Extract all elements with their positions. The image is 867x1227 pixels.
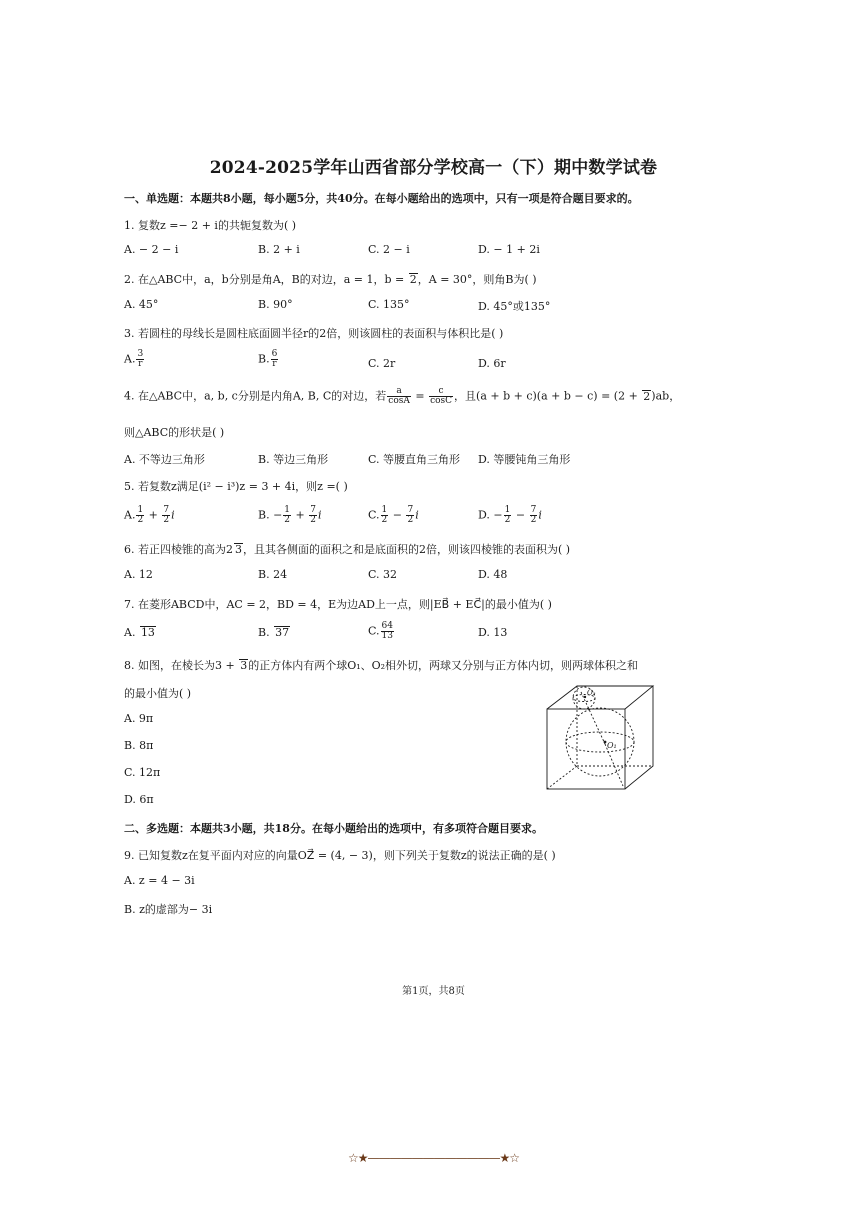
question-4-option-a: A. 不等边三角形 <box>124 453 205 466</box>
question-8-stem-line-2: 的最小值为( ) <box>124 687 192 700</box>
question-6-option-b: B. 24 <box>258 568 288 581</box>
option-label: A. <box>124 508 136 522</box>
sqrt-expression: 3 <box>235 543 242 556</box>
question-2-option-a: A. 45° <box>124 298 159 311</box>
question-8-stem <box>124 657 638 673</box>
numerator: 1 <box>381 505 388 515</box>
page-footer: 第1页，共8页 <box>402 986 465 997</box>
option-label: C. <box>368 508 380 522</box>
imaginary-unit: i <box>415 508 419 522</box>
fraction <box>381 506 389 525</box>
label-o2: O₂ <box>587 689 596 697</box>
fraction <box>504 506 512 525</box>
question-2-option-b: B. 90° <box>258 298 293 311</box>
imaginary-unit: i <box>538 508 542 522</box>
question-5-option-b <box>258 506 322 525</box>
numerator: 7 <box>310 505 316 515</box>
question-1-stem: 1. 复数z =− 2 + i的共轭复数为( ) <box>124 219 297 232</box>
numerator: c <box>429 387 453 397</box>
equals-sign: = <box>411 389 429 403</box>
question-2-option-d: D. 45°或135° <box>478 300 551 313</box>
question-3-stem: 3. 若圆柱的母线长是圆柱底面圆半径r的2倍，则该圆柱的表面积与体积比是( ) <box>124 327 504 340</box>
question-5-stem: 5. 若复数z满足(i² − i³)z = 3 + 4i，则z =( ) <box>124 480 348 493</box>
question-4-stem-mid: ，且(a + b + c)(a + b − c) = (2 + <box>454 389 642 403</box>
numerator: 3 <box>137 349 144 359</box>
question-6-stem <box>124 541 570 557</box>
numerator: 64 <box>381 621 393 631</box>
operator: − <box>389 508 406 522</box>
question-5-option-d <box>478 506 542 525</box>
fraction <box>387 387 411 406</box>
sqrt-expression: 3 <box>240 659 248 672</box>
question-5-option-c <box>368 506 419 525</box>
fraction <box>283 506 291 525</box>
denominator: r <box>272 359 277 369</box>
denominator: 2 <box>284 515 291 525</box>
question-2-stem-pre: 2. 在△ABC中，a，b分别是角A，B的对边，a = 1，b = <box>124 273 408 286</box>
question-8-option-a: A. 9π <box>124 712 154 725</box>
question-8-option-b: B. 8π <box>124 739 154 752</box>
question-4-stem-post: )ab， <box>651 389 681 403</box>
denominator: r <box>138 359 143 369</box>
cube-with-spheres-figure <box>545 684 657 792</box>
fraction <box>309 506 317 525</box>
fraction <box>162 506 170 525</box>
denominator: 13 <box>381 631 393 641</box>
large-sphere <box>566 708 634 776</box>
question-7-option-b <box>258 626 290 639</box>
option-label: C. <box>368 624 380 638</box>
denominator: cosC <box>430 396 453 406</box>
question-7-option-c <box>368 622 395 641</box>
option-label: A. <box>124 626 139 639</box>
numerator: a <box>387 387 411 397</box>
denominator: 2 <box>163 515 170 525</box>
question-2-option-c: C. 135° <box>368 298 410 311</box>
numerator: 7 <box>407 505 414 515</box>
question-3-option-c: C. 2r <box>368 357 396 370</box>
question-6-option-c: C. 32 <box>368 568 398 581</box>
question-8-option-c: C. 12π <box>124 766 161 779</box>
cube-top-face <box>547 686 653 709</box>
sqrt-expression: 2 <box>409 273 417 286</box>
question-8-stem-post: 的正方体内有两个球O₁、O₂相外切，两球又分别与正方体内切，则两球体积之和 <box>248 659 639 672</box>
decorative-star-line: ☆★————————————★☆ <box>347 1151 520 1165</box>
question-9-option-b: B. z的虚部为− 3i <box>124 903 213 916</box>
section-heading-single-choice: 一、单选题：本题共8小题，每小题5分，共40分。在每小题给出的选项中，只有一项是符合题目要求的。 <box>124 192 639 205</box>
question-9-option-a: A. z = 4 − 3i <box>124 874 195 887</box>
numerator: 1 <box>504 505 511 515</box>
question-1-option-d: D. − 1 + 2i <box>478 243 540 256</box>
question-7-stem: 7. 在菱形ABCD中，AC = 2，BD = 4，E为边AD上一点，则|EB⃗ + EC⃗|的最小值为( ) <box>124 598 552 611</box>
fraction <box>429 387 453 406</box>
imaginary-unit: i <box>171 508 175 522</box>
option-label: A. <box>124 352 136 366</box>
fraction <box>136 506 144 525</box>
sqrt-expression: 13 <box>140 626 155 639</box>
question-6-option-a: A. 12 <box>124 568 153 581</box>
denominator: 2 <box>530 515 537 525</box>
cube-right-edge <box>625 686 653 789</box>
question-6-stem-pre: 6. 若正四棱锥的高为2 <box>124 543 233 556</box>
fraction <box>271 350 279 369</box>
numerator: 1 <box>284 505 291 515</box>
question-3-option-a <box>124 350 145 369</box>
question-8-option-d: D. 6π <box>124 793 154 806</box>
option-label: D. − <box>478 508 503 522</box>
fraction <box>406 506 414 525</box>
option-label: B. <box>258 626 274 639</box>
denominator: cosA <box>388 396 410 406</box>
denominator: 2 <box>137 515 144 525</box>
question-2-stem <box>124 271 537 287</box>
option-label: B. − <box>258 508 283 522</box>
option-label: B. <box>258 352 270 366</box>
question-4-option-b: B. 等边三角形 <box>258 453 329 466</box>
question-4-option-c: C. 等腰直角三角形 <box>368 453 461 466</box>
question-4-option-d: D. 等腰钝角三角形 <box>478 453 571 466</box>
fraction <box>530 506 538 525</box>
question-6-option-d: D. 48 <box>478 568 508 581</box>
operator: + <box>292 508 309 522</box>
question-1-option-a: A. − 2 − i <box>124 243 179 256</box>
section-heading-multiple-choice: 二、多选题：本题共3小题，共18分。在每小题给出的选项中，有多项符合题目要求。 <box>124 822 543 835</box>
sqrt-expression: 37 <box>275 626 290 639</box>
fraction <box>381 622 394 641</box>
question-5-option-a <box>124 506 175 525</box>
question-9-stem: 9. 已知复数z在复平面内对应的向量OZ⃗ = (4, − 3)，则下列关于复数z的说法正确的是( ) <box>124 849 556 862</box>
question-2-stem-post: ，A = 30°，则角B为( ) <box>417 273 537 286</box>
operator: − <box>512 508 529 522</box>
sqrt-expression: 2 <box>643 389 651 403</box>
page-title: 2024-2025学年山西省部分学校高一（下）期中数学试卷 <box>209 158 658 178</box>
fraction <box>136 350 144 369</box>
question-7-option-d: D. 13 <box>478 626 508 639</box>
numerator: 6 <box>271 349 278 359</box>
question-4-stem-pre: 4. 在△ABC中，a, b, c分别是内角A, B, C的对边，若 <box>124 389 387 403</box>
question-7-option-a <box>124 626 156 639</box>
imaginary-unit: i <box>317 508 322 522</box>
question-1-option-b: B. 2 + i <box>258 243 300 256</box>
center-point-o2 <box>584 696 586 698</box>
denominator: 2 <box>381 515 388 525</box>
operator: + <box>145 508 162 522</box>
question-3-option-b <box>258 350 279 369</box>
question-6-stem-post: ，且其各侧面的面积之和是底面积的2倍，则该四棱锥的表面积为( ) <box>243 543 571 556</box>
numerator: 7 <box>530 505 537 515</box>
denominator: 2 <box>504 515 511 525</box>
cube-hidden-edges <box>547 686 653 789</box>
label-o1: O₁ <box>607 741 617 750</box>
numerator: 7 <box>163 505 170 515</box>
numerator: 1 <box>137 505 144 515</box>
denominator: 2 <box>407 515 414 525</box>
question-1-option-c: C. 2 − i <box>368 243 410 256</box>
question-4-stem-line-2: 则△ABC的形状是( ) <box>124 426 225 439</box>
denominator: 2 <box>310 515 316 525</box>
question-3-option-d: D. 6r <box>478 357 506 370</box>
question-8-stem-pre: 8. 如图，在棱长为3 + <box>124 659 239 672</box>
question-4-stem <box>124 387 680 406</box>
center-point-o1 <box>604 741 607 744</box>
